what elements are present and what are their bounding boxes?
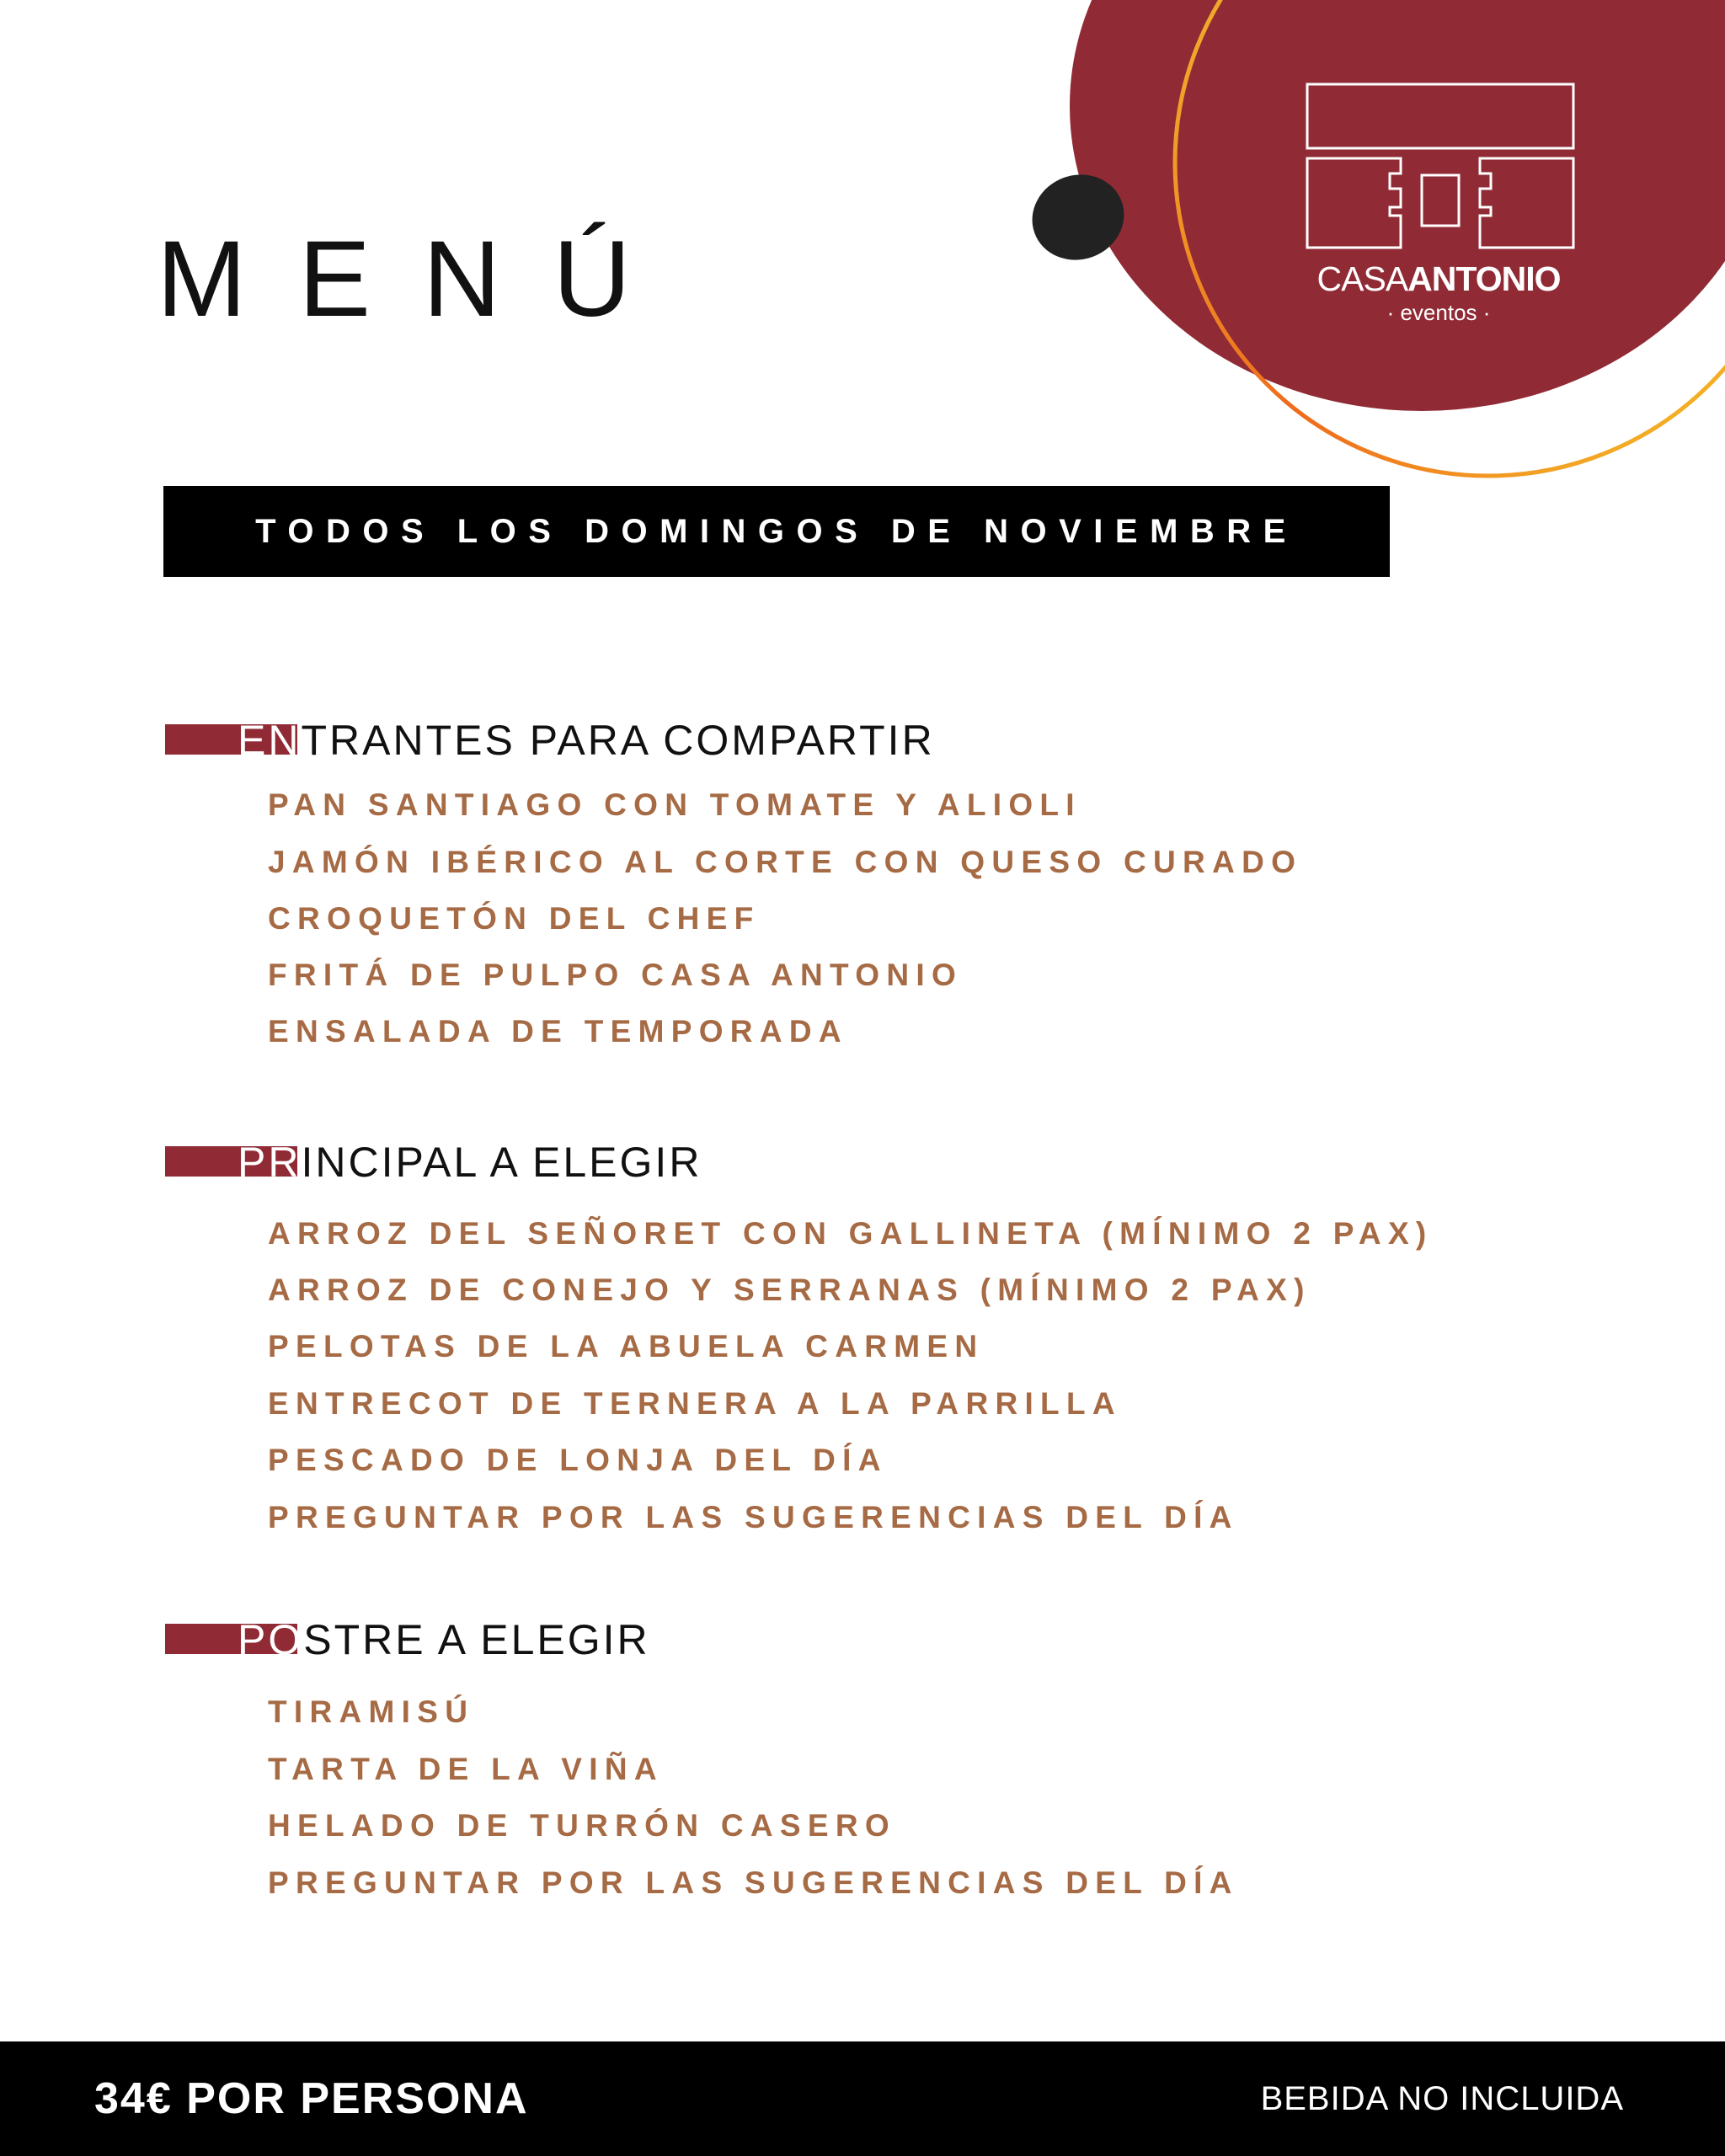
price-label: 34€ POR PERSONA <box>94 2074 529 2123</box>
page-title: MENÚ <box>157 219 683 339</box>
section-title: ENTRANTES PARA COMPARTIR <box>238 717 935 764</box>
building-outline-icon <box>1297 81 1583 249</box>
menu-item: TIRAMISÚ <box>268 1694 475 1729</box>
menu-item: TARTA DE LA VIÑA <box>268 1752 664 1786</box>
menu-item: JAMÓN IBÉRICO AL CORTE CON QUESO CURADO <box>268 845 1303 879</box>
footer-bar <box>0 2041 1725 2156</box>
drinks-note: BEBIDA NO INCLUIDA <box>1260 2080 1624 2117</box>
menu-item: PREGUNTAR POR LAS SUGERENCIAS DEL DÍA <box>268 1500 1239 1534</box>
dates-text: TODOS LOS DOMINGOS DE NOVIEMBRE <box>255 512 1298 550</box>
brand-subtitle: · eventos · <box>1386 300 1491 325</box>
menu-item: ENSALADA DE TEMPORADA <box>268 1014 848 1049</box>
brand-name: CASAANTONIO <box>1316 259 1561 298</box>
menu-item: PAN SANTIAGO CON TOMATE Y ALIOLI <box>268 787 1081 822</box>
dates-banner <box>163 486 1390 577</box>
menu-item: ARROZ DEL SEÑORET CON GALLINETA (MÍNIMO 2 PAX) <box>268 1216 1434 1251</box>
menu-item: PREGUNTAR POR LAS SUGERENCIAS DEL DÍA <box>268 1865 1239 1900</box>
menu-item: FRITÁ DE PULPO CASA ANTONIO <box>268 958 964 992</box>
menu-item: ARROZ DE CONEJO Y SERRANAS (MÍNIMO 2 PAX) <box>268 1273 1311 1307</box>
menu-item: PELOTAS DE LA ABUELA CARMEN <box>268 1329 985 1364</box>
menu-item: HELADO DE TURRÓN CASERO <box>268 1808 896 1843</box>
menu-item: CROQUETÓN DEL CHEF <box>268 901 761 936</box>
section-title: PRINCIPAL A ELEGIR <box>238 1139 702 1186</box>
section-title: POSTRE A ELEGIR <box>238 1616 650 1663</box>
menu-item: ENTRECOT DE TERNERA A LA PARRILLA <box>268 1386 1122 1421</box>
menu-item: PESCADO DE LONJA DEL DÍA <box>268 1443 888 1477</box>
